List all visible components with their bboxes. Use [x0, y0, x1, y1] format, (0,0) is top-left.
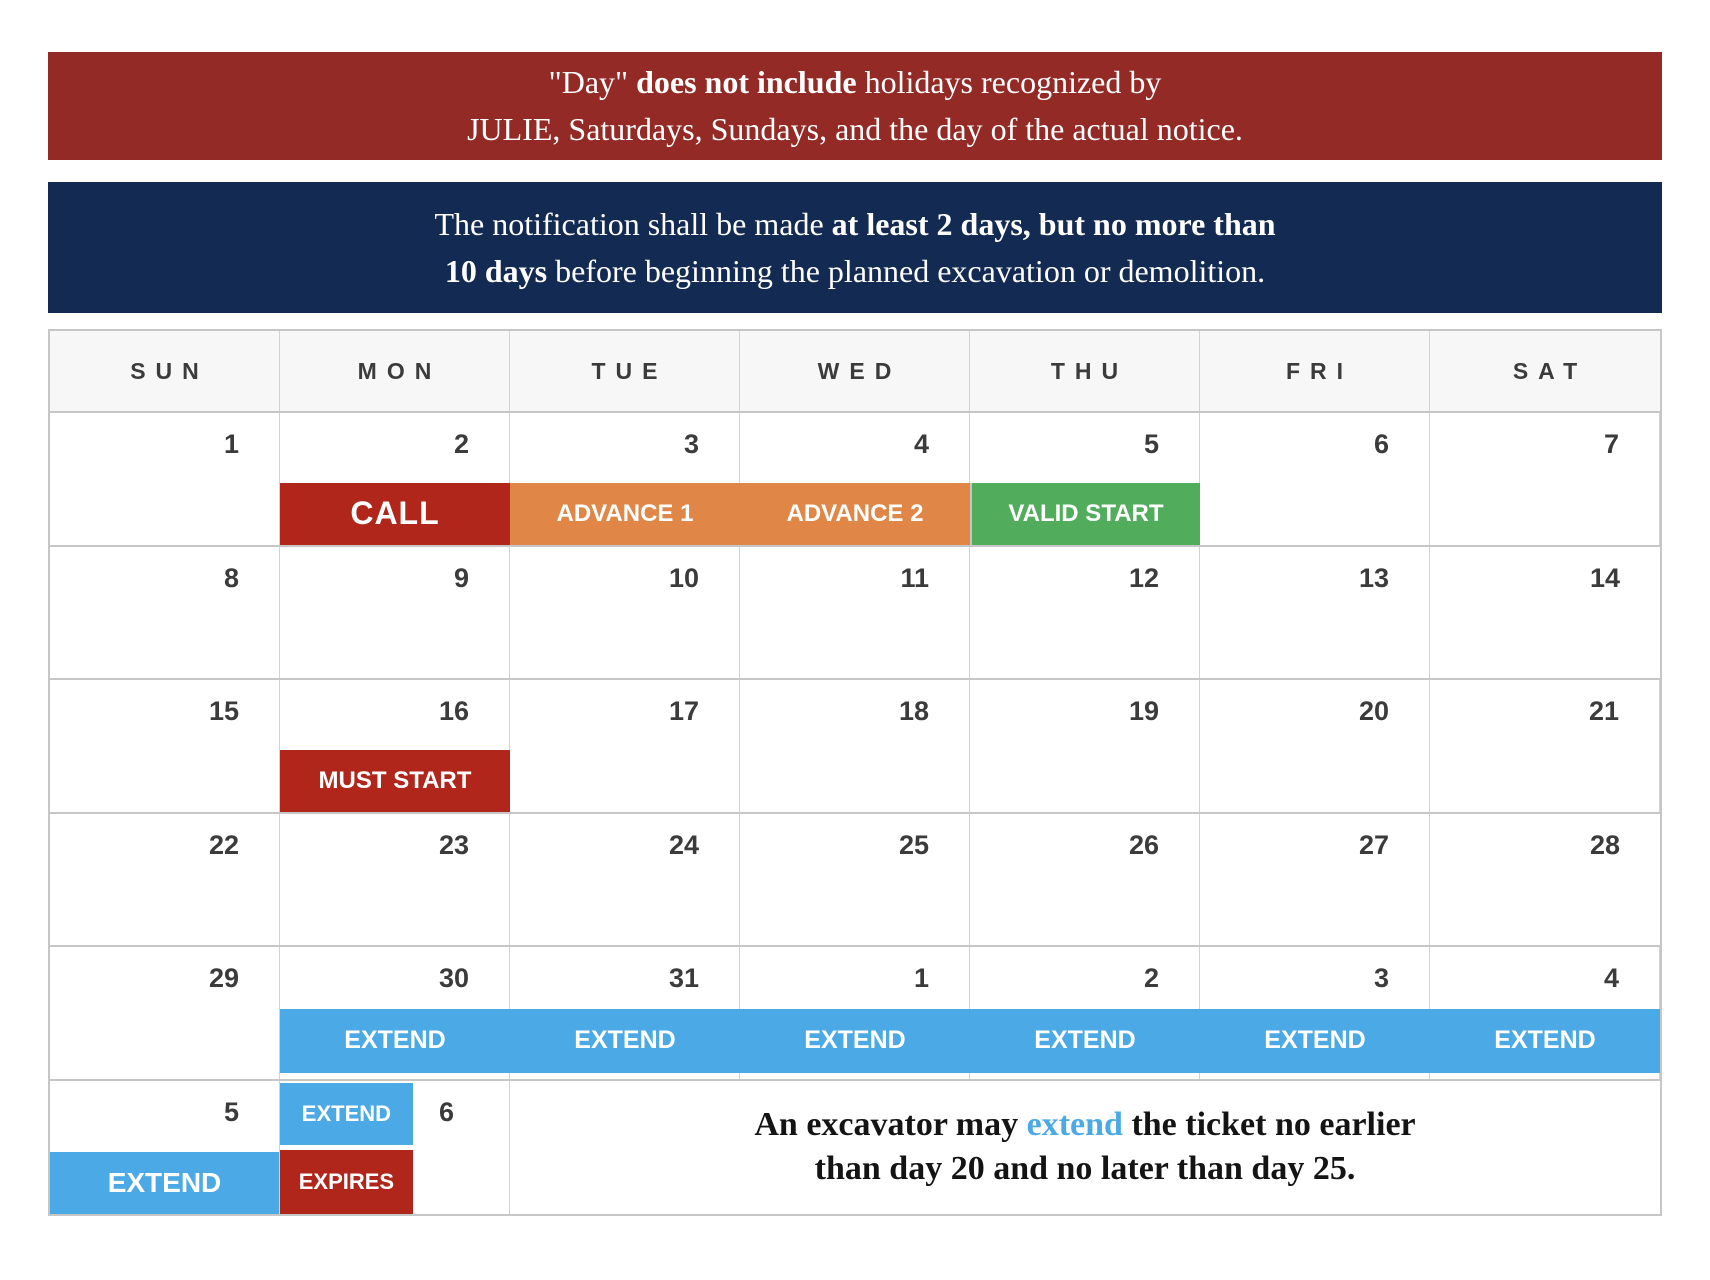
day-number: 29	[208, 963, 239, 993]
extend-note	[510, 1081, 1660, 1215]
day-cell	[510, 814, 740, 946]
day-cell	[280, 1081, 510, 1215]
day-number: 18	[898, 696, 929, 726]
day-cell	[1200, 680, 1430, 812]
day-definition-line2: JULIE, Saturdays, Sundays, and the day of the actual notice.	[467, 111, 1243, 147]
day-number: 6	[1373, 429, 1389, 459]
day-number: 3	[683, 429, 699, 459]
day-number: 20	[1358, 696, 1389, 726]
notification-rule-line1	[48, 201, 1662, 248]
day-number: 30	[438, 963, 469, 993]
day-number: 5	[223, 1096, 239, 1127]
day-definition-line1	[48, 59, 1662, 106]
day-number: 2	[1143, 963, 1159, 993]
weekday-sun: SUN	[50, 331, 280, 411]
week-row-2	[50, 547, 1660, 681]
day-number: 8	[223, 562, 239, 593]
week-row-3	[50, 680, 1660, 814]
day-cell	[280, 547, 510, 679]
day-number: 19	[1128, 696, 1159, 726]
weekday-tue: TUE	[510, 331, 740, 411]
extend-badge: EXTEND	[1494, 1026, 1596, 1054]
day-number: 16	[438, 696, 469, 726]
day-cell	[50, 947, 280, 1079]
day-number: 31	[668, 963, 699, 993]
day-number: 11	[900, 562, 929, 593]
weekday-sat: SAT	[1512, 357, 1588, 384]
day-number: 6	[438, 1096, 454, 1127]
calendar	[48, 329, 1662, 1216]
day-number: 23	[438, 829, 469, 860]
day-number: 12	[1128, 562, 1159, 593]
day-number: 4	[913, 429, 929, 459]
call-badge: CALL	[280, 483, 510, 545]
day-number: 13	[1358, 562, 1389, 593]
weekday-wed: WED	[740, 331, 970, 411]
weekday-thu: THU	[970, 331, 1200, 411]
extend-window-bar	[280, 1009, 1660, 1073]
day-cell	[50, 547, 280, 679]
day-cell	[970, 680, 1200, 812]
day-number: 25	[898, 829, 929, 860]
day-number: 24	[668, 829, 699, 860]
banner-navy-bold-text: at least 2 days, but no more than	[831, 205, 1276, 242]
day-cell	[740, 680, 970, 812]
day-cell	[510, 547, 740, 679]
mon-extend-badge: EXTEND	[280, 1083, 413, 1145]
day-number: 4	[1603, 963, 1619, 993]
day-cell	[1430, 680, 1660, 812]
valid-start-badge: VALID START	[970, 483, 1200, 545]
day-definition-banner	[48, 52, 1662, 160]
day-number: 5	[1143, 429, 1159, 459]
banner-navy-bold-text-2: 10 days	[444, 252, 548, 289]
week-row-5	[50, 947, 1660, 1081]
week-row-4	[50, 814, 1660, 948]
week-row-6	[50, 1081, 1660, 1215]
day-number: 1	[913, 963, 929, 993]
day-number: 21	[1588, 696, 1619, 726]
must-start-badge: MUST START	[280, 750, 510, 812]
day-number: 27	[1358, 829, 1389, 860]
extend-badge: EXTEND	[1264, 1026, 1366, 1054]
expires-badge: EXPIRES	[280, 1150, 413, 1214]
day-number: 14	[1589, 562, 1620, 593]
note-extend-highlight: extend	[1026, 1106, 1123, 1144]
extend-badge: EXTEND	[574, 1026, 676, 1054]
day-cell	[510, 680, 740, 812]
day-number: 1	[223, 429, 239, 459]
weekday-mon: MON	[280, 331, 510, 411]
banner-navy-text-2: before beginning the planned excavation or demolition.	[547, 252, 1266, 289]
day-cell	[50, 413, 280, 545]
day-cell	[1200, 814, 1430, 946]
day-number: 10	[668, 562, 699, 593]
weekday-fri: FRI	[1200, 331, 1430, 411]
extend-badge: EXTEND	[804, 1026, 906, 1054]
notification-rule-line2	[48, 248, 1662, 295]
extend-badge: EXTEND	[344, 1026, 446, 1054]
day-cell	[970, 814, 1200, 946]
week-row-1	[50, 413, 1660, 547]
day-number: 17	[668, 696, 699, 726]
day-cell	[50, 814, 280, 946]
day-number: 22	[208, 829, 239, 860]
banner-red-text-2: holidays recognized by	[856, 64, 1162, 100]
advance1-badge: ADVANCE 1	[510, 483, 740, 545]
note-text-2: the ticket no earlier	[1122, 1106, 1416, 1144]
day-number: 2	[453, 429, 469, 459]
banner-red-bold-text: does not include	[636, 64, 857, 100]
day-number: 28	[1589, 829, 1620, 860]
day-cell	[1430, 547, 1660, 679]
extend-badge: EXTEND	[1034, 1026, 1136, 1054]
day-cell	[1430, 413, 1660, 545]
day-cell	[50, 680, 280, 812]
day-cell	[740, 814, 970, 946]
banner-red-text: "Day"	[548, 64, 637, 100]
day-cell	[1430, 814, 1660, 946]
day-number: 15	[208, 696, 239, 726]
banner-navy-text: The notification shall be made	[434, 205, 832, 242]
sun-extend-badge: EXTEND	[50, 1152, 279, 1214]
advance2-badge: ADVANCE 2	[740, 483, 970, 545]
day-cell	[280, 814, 510, 946]
weekday-header-row	[50, 331, 1660, 413]
day-number: 3	[1373, 963, 1389, 993]
extend-note-line2: than day 20 and no later than day 25.	[814, 1150, 1356, 1188]
day-cell	[50, 1081, 280, 1215]
day-number: 26	[1128, 829, 1159, 860]
day-cell	[740, 547, 970, 679]
day-cell	[1200, 547, 1430, 679]
day-cell	[1200, 413, 1430, 545]
day-number: 9	[453, 562, 469, 593]
extend-note-line1	[754, 1103, 1415, 1147]
day-cell	[970, 547, 1200, 679]
notice-period-strip	[280, 483, 1200, 545]
notification-rule-banner	[48, 182, 1662, 313]
day-number: 7	[1603, 429, 1619, 459]
note-text: An excavator may	[754, 1106, 1027, 1144]
